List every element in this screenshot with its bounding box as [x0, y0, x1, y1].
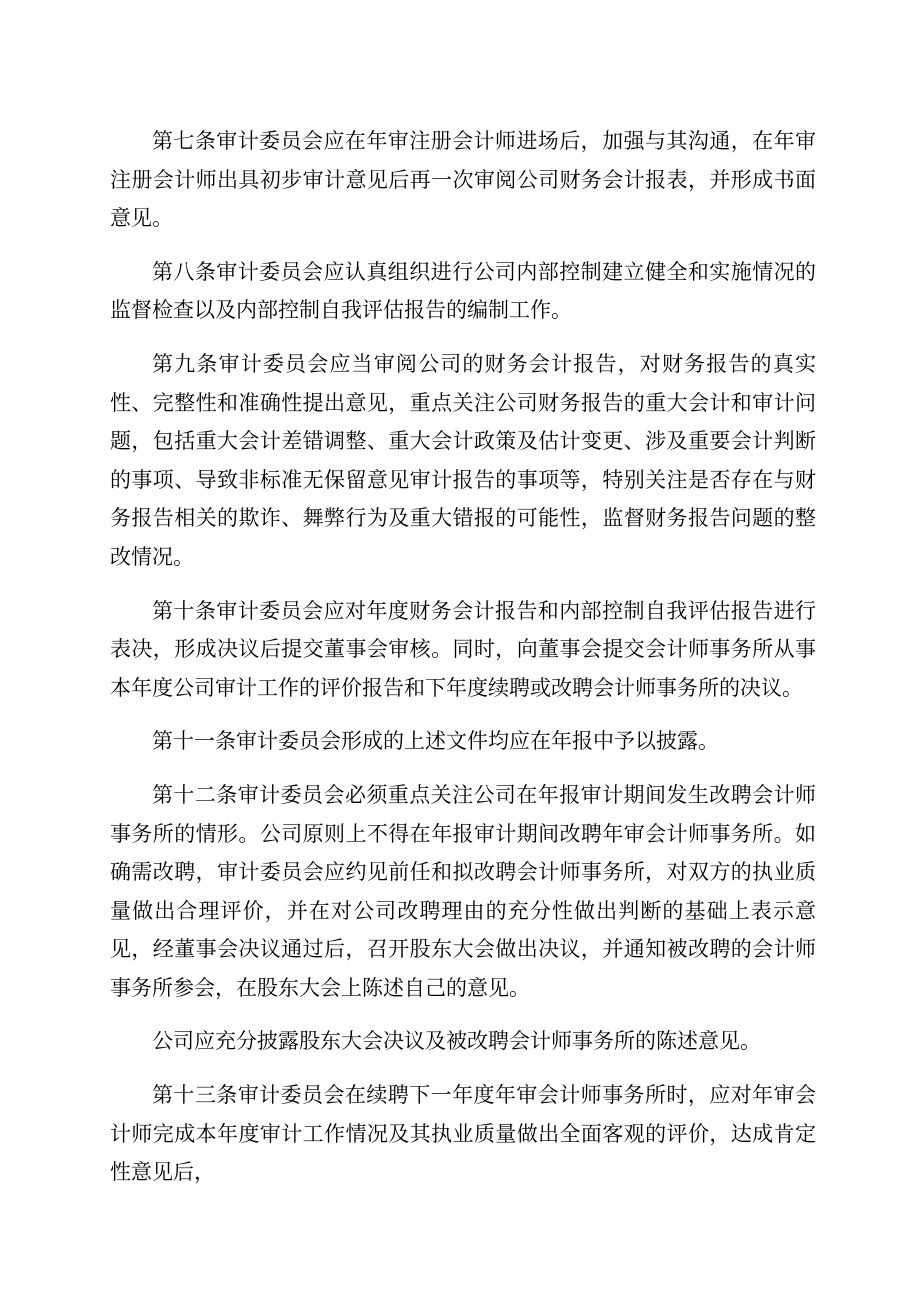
document-page — [110, 122, 816, 1207]
paragraph-article-13: 第十三条审计委员会在续聘下一年度年审会计师事务所时，应对年审会计师完成本年度审计工作情况及其执业质量做出全面客观的评价，达成肯定性意见后， — [110, 1083, 816, 1185]
paragraph-article-8: 第八条审计委员会应认真组织进行公司内部控制建立健全和实施情况的监督检查以及内部控制自我评估报告的编制工作。 — [110, 259, 816, 323]
paragraph-article-11: 第十一条审计委员会形成的上述文件均应在年报中予以披露。 — [152, 729, 719, 754]
paragraph-article-10: 第十条审计委员会应对年度财务会计报告和内部控制自我评估报告进行表决，形成决议后提交董事会审核。同时，向董事会提交会计师事务所从事本年度公司审计工作的评价报告和下年度续聘或改聘会计师事务所的决议。 — [110, 598, 816, 700]
paragraph-article-7: 第七条审计委员会应在年审注册会计师进场后，加强与其沟通，在年审注册会计师出具初步审计意见后再一次审阅公司财务会计报表，并形成书面意见。 — [110, 129, 816, 231]
paragraph-article-9: 第九条审计委员会应当审阅公司的财务会计报告，对财务报告的真实性、完整性和准确性提出意见，重点关注公司财务报告的重大会计和审计问题，包括重大会计差错调整、重大会计政策及估计变更、涉及重要会计判断的事项、导致非标准无保留意见审计报告的事项等，特别关注是否存在与财务报告相关的欺诈、舞弊行为及重大错报的可能性，监督财务报告问题的整改情况。 — [110, 351, 816, 569]
paragraph-article-12: 第十二条审计委员会必须重点关注公司在年报审计期间发生改聘会计师事务所的情形。公司原则上不得在年报审计期间改聘年审会计师事务所。如确需改聘，审计委员会应约见前任和拟改聘会计师事务所，对双方的执业质量做出合理评价，并在对公司改聘理由的充分性做出判断的基础上表示意见，经董事会决议通过后，召开股东大会做出决议，并通知被改聘的会计师事务所参会，在股东大会上陈述自己的意见。 — [110, 782, 816, 1000]
paragraph-disclosure: 公司应充分披露股东大会决议及被改聘会计师事务所的陈述意见。 — [152, 1029, 761, 1054]
